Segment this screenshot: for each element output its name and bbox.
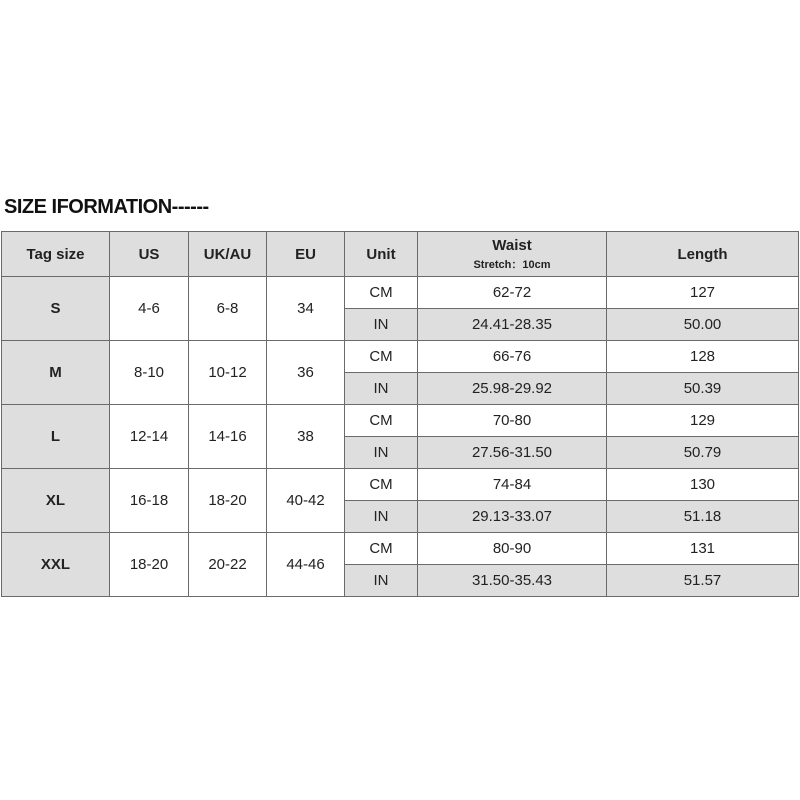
waist-cell: 24.41-28.35 [418, 309, 607, 341]
header-waist-label: Waist [492, 236, 532, 254]
waist-cell: 66-76 [418, 341, 607, 373]
waist-cell: 80-90 [418, 533, 607, 565]
table-header [2, 232, 799, 277]
waist-cell: 25.98-29.92 [418, 373, 607, 405]
header-unit: Unit [345, 232, 418, 277]
table-body [2, 277, 799, 597]
length-cell: 50.00 [607, 309, 799, 341]
table-row [2, 341, 799, 373]
length-cell: 127 [607, 277, 799, 309]
length-cell: 51.18 [607, 501, 799, 533]
header-tag-size: Tag size [2, 232, 110, 277]
tag-size-cell: M [2, 341, 110, 405]
unit-cell: CM [345, 405, 418, 437]
ukau-cell: 6-8 [189, 277, 267, 341]
table-row [2, 405, 799, 437]
length-cell: 131 [607, 533, 799, 565]
unit-cell: CM [345, 469, 418, 501]
eu-cell: 44-46 [267, 533, 345, 597]
header-waist [418, 232, 607, 277]
eu-cell: 34 [267, 277, 345, 341]
waist-cell: 70-80 [418, 405, 607, 437]
length-cell: 50.79 [607, 437, 799, 469]
eu-cell: 38 [267, 405, 345, 469]
tag-size-cell: S [2, 277, 110, 341]
length-cell: 130 [607, 469, 799, 501]
table-row [2, 277, 799, 309]
header-ukau: UK/AU [189, 232, 267, 277]
unit-cell: IN [345, 373, 418, 405]
ukau-cell: 14-16 [189, 405, 267, 469]
header-waist-stretch: Stretch：10cm [473, 258, 551, 271]
us-cell: 18-20 [110, 533, 189, 597]
header-us: US [110, 232, 189, 277]
unit-cell: IN [345, 565, 418, 597]
unit-cell: CM [345, 533, 418, 565]
ukau-cell: 20-22 [189, 533, 267, 597]
unit-cell: IN [345, 501, 418, 533]
size-chart-table [1, 231, 799, 597]
header-row [2, 232, 799, 277]
unit-cell: IN [345, 309, 418, 341]
table-row [2, 533, 799, 565]
unit-cell: CM [345, 277, 418, 309]
length-cell: 129 [607, 405, 799, 437]
waist-cell: 31.50-35.43 [418, 565, 607, 597]
ukau-cell: 18-20 [189, 469, 267, 533]
header-eu: EU [267, 232, 345, 277]
tag-size-cell: XL [2, 469, 110, 533]
header-length: Length [607, 232, 799, 277]
tag-size-cell: L [2, 405, 110, 469]
page-title: SIZE IFORMATION------ [4, 196, 209, 218]
unit-cell: IN [345, 437, 418, 469]
waist-cell: 62-72 [418, 277, 607, 309]
us-cell: 8-10 [110, 341, 189, 405]
waist-cell: 29.13-33.07 [418, 501, 607, 533]
waist-cell: 27.56-31.50 [418, 437, 607, 469]
unit-cell: CM [345, 341, 418, 373]
eu-cell: 40-42 [267, 469, 345, 533]
table-row [2, 469, 799, 501]
length-cell: 128 [607, 341, 799, 373]
ukau-cell: 10-12 [189, 341, 267, 405]
us-cell: 16-18 [110, 469, 189, 533]
waist-cell: 74-84 [418, 469, 607, 501]
us-cell: 4-6 [110, 277, 189, 341]
us-cell: 12-14 [110, 405, 189, 469]
length-cell: 51.57 [607, 565, 799, 597]
length-cell: 50.39 [607, 373, 799, 405]
tag-size-cell: XXL [2, 533, 110, 597]
eu-cell: 36 [267, 341, 345, 405]
